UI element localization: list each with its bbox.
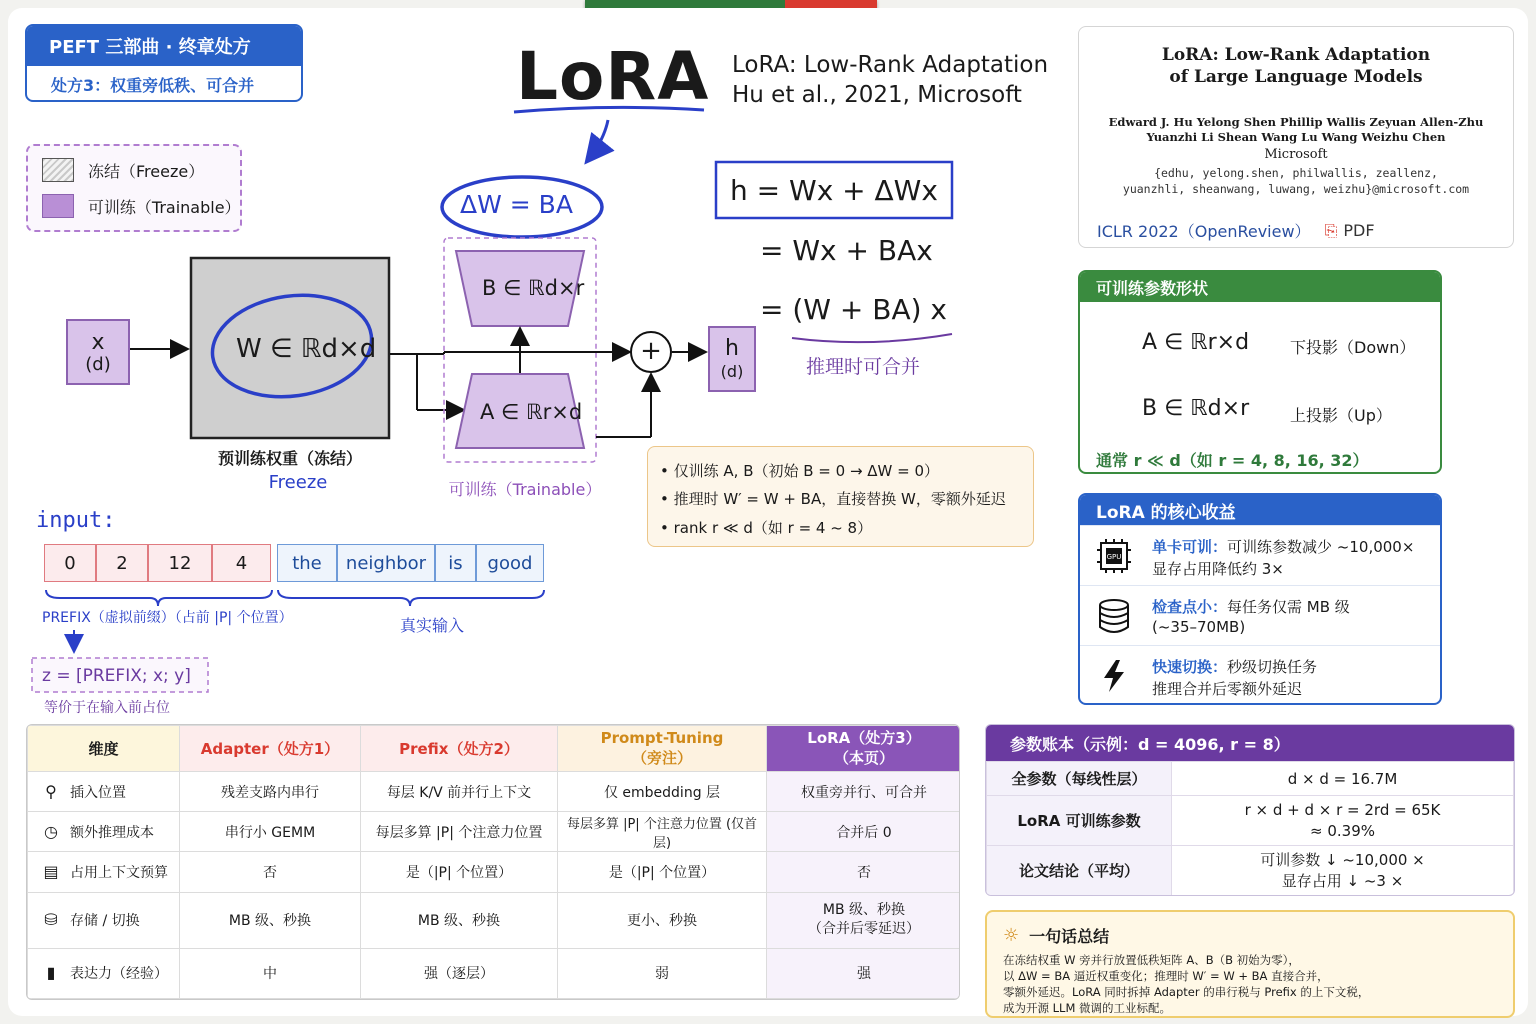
table-cell: 合并后 0 [767,812,961,852]
shape-a-label: A ∈ ℝr×d [1142,330,1250,355]
table-cell: 强 [767,948,961,998]
table-cell: MB 级、秒换 [361,892,558,948]
input-token: is [435,544,476,582]
paper-card[interactable] [1078,26,1514,248]
table-cell: 是（|P| 个位置） [361,852,558,892]
table-row [28,892,961,948]
equation-2: = Wx + BAx [760,234,933,267]
paper-title-line1: LoRA: Low-Rank Adaptation [1161,45,1431,65]
budget-key: LoRA 可训练参数 [987,796,1172,846]
row-expressiveness: ▮ 表达力（经验） [28,948,180,998]
table-row [987,762,1514,796]
summary-title: ☼ 一句话总结 [1003,925,1110,946]
prefix-token: 0 [44,544,96,582]
summary-line: 成为开源 LLM 微调的工业标配。 [1003,1001,1172,1015]
a-label: A ∈ ℝr×d [480,400,583,424]
benefits-panel [1078,493,1442,705]
merge-underline [792,334,952,342]
trainable-caption: 可训练（Trainable） [448,480,602,499]
database-icon: ⛁ [44,910,58,930]
table-row [987,796,1514,846]
benefit-line: 可训练参数减少 ~10,000× [1227,538,1415,556]
pdf-link[interactable] [1325,221,1375,241]
table-cell: 仅 embedding 层 [558,772,767,812]
real-input-caption: 真实输入 [400,616,465,635]
merge-note: 推理时可合并 [806,356,921,378]
summary-line: 以 ΔW = BA 逼近权重变化；推理时 W′ = W + BA 直接合并， [1003,969,1329,983]
paper-org: Microsoft [1264,147,1328,162]
w-label: W ∈ ℝd×d [236,334,377,364]
equation-3: = (W + BA) x [760,293,947,326]
header-lora: LoRA（处方3） （本页） [767,726,961,772]
input-token: neighbor [337,544,435,582]
table-cell: 更小、秒换 [558,892,767,948]
real-input-brace [278,590,544,606]
benefit-item [1080,645,1440,705]
w-caption: 预训练权重（冻结） [217,449,362,468]
venue-link[interactable]: ICLR 2022（OpenReview） [1097,222,1311,241]
shape-b-label: B ∈ ℝd×r [1142,396,1250,421]
h-dim: (d) [720,362,744,381]
x-dim: (d) [85,354,111,375]
benefit-item [1080,585,1440,645]
budget-value: d × d = 16.7M [1172,762,1514,796]
prefix-token: 12 [148,544,212,582]
benefit-line: 推理合并后零额外延迟 [1152,680,1303,698]
table-cell: 每层 K/V 前并行上下文 [361,772,558,812]
pdf-icon: ⎘ [1324,220,1338,240]
paper-authors-short: Hu et al., 2021, Microsoft [732,82,1022,108]
prefix-brace [46,590,272,606]
table-cell: 权重旁并行、可合并 [767,772,961,812]
row-insert-position: ⚲ 插入位置 [28,772,180,812]
paper-venue [1097,219,1375,242]
h-label: h [725,336,739,361]
benefit-line: 每任务仅需 MB 级 [1227,598,1350,616]
plus-label: + [640,336,662,366]
input-label: input: [36,508,116,533]
legend-freeze-label: 冻结（Freeze） [88,161,205,181]
header-adapter: Adapter（处方1） [180,726,361,772]
note-3: • rank r ≪ d（如 r = 4 ~ 8） [660,519,873,537]
benefit-line: (~35–70MB) [1152,618,1246,636]
budget-value: 可训参数 ↓ ~10,000 × 显存占用 ↓ ~3 × [1172,846,1514,896]
note-1: • 仅训练 A, B（初始 B = 0 → ΔW = 0） [660,462,940,480]
z-formula: z = [PREFIX; x; y] [42,666,191,686]
input-token: good [476,544,544,582]
lightning-icon [1096,658,1132,694]
header-prompt-tuning: Prompt-Tuning （旁注） [558,726,767,772]
row-inference-cost: ◷ 额外推理成本 [28,812,180,852]
bar-chart-icon: ▮ [46,963,56,983]
budget-value: r × d + d × r = 2rd = 65K ≈ 0.39% [1172,796,1514,846]
notes-box [647,446,1034,547]
note-2: • 推理时 W′ = W + BA，直接替换 W，零额外延迟 [660,490,1006,508]
benefit-item [1080,525,1440,585]
table-cell: 每层多算 |P| 个注意力位置 [361,812,558,852]
param-budget-panel [985,724,1515,896]
benefit-line: 显存占用降低约 3× [1152,560,1284,578]
benefit-line: 秒级切换任务 [1227,658,1318,676]
table-row [987,846,1514,896]
table-cell: 串行小 GEMM [180,812,361,852]
comparison-table [26,724,960,1000]
table-cell: 强（逐层） [361,948,558,998]
shapes-note: 通常 r ≪ d（如 r = 4, 8, 16, 32） [1096,451,1369,470]
z-caption: 等价于在输入前占位 [44,700,170,716]
paper-authors-line1: Edward J. Hu Yelong Shen Phillip Wallis Zeyuan Allen-Zhu [1108,115,1484,129]
title-underline [514,107,704,112]
benefit-head: 单卡可训： [1152,538,1228,556]
budget-title: 参数账本（示例：d = 4096, r = 8） [986,725,1514,761]
pdf-label: PDF [1343,221,1375,240]
budget-key: 论文结论（平均） [987,846,1172,896]
benefit-head: 检查点小： [1152,598,1228,616]
title-arrow [588,120,608,160]
series-title: PEFT 三部曲 · 终章处方 [27,26,301,66]
shape-a-desc: 下投影（Down） [1290,338,1416,357]
input-token: the [277,544,337,582]
summary-line: 零额外延迟。LoRA 同时拆掉 Adapter 的串行税与 Prefix 的上下文税， [1003,985,1370,999]
table-cell: 否 [180,852,361,892]
table-cell: 中 [180,948,361,998]
equation-1: h = Wx + ΔWx [730,174,938,207]
benefit-head: 快速切换： [1152,658,1228,676]
paper-email-line2: yuanzhli, sheanwang, luwang, weizhu}@microsoft.com [1122,182,1470,196]
table-row [28,772,961,812]
shapes-title: 可训练参数形状 [1080,272,1440,302]
benefits-title: LoRA 的核心收益 [1080,495,1440,525]
legend-trainable-label: 可训练（Trainable） [87,197,241,217]
table-row [28,812,961,852]
paper-authors-line2: Yuanzhi Li Shean Wang Lu Wang Weizhu Chen [1146,130,1446,144]
table-row [28,852,961,892]
table-row [28,948,961,998]
prefix-token: 4 [212,544,271,582]
table-cell: 否 [767,852,961,892]
table-cell: MB 级、秒换 （合并后零延迟） [767,892,961,948]
lightbulb-icon: ☼ [1003,925,1020,946]
table-cell: 弱 [558,948,767,998]
header-dimension: 维度 [28,726,180,772]
table-cell: 残差支路内串行 [180,772,361,812]
table-cell: 是（|P| 个位置） [558,852,767,892]
w-freeze-caption: Freeze [268,472,328,493]
x-label: x [91,330,105,355]
svg-text:GPU: GPU [1106,553,1122,561]
row-storage-switch: ⛁ 存储 / 切换 [28,892,180,948]
shape-b-desc: 上投影（Up） [1290,406,1392,425]
gpu-icon [1096,538,1132,574]
b-label: B ∈ ℝd×r [482,276,585,300]
table-cell: MB 级、秒换 [180,892,361,948]
trainable-shapes-panel [1078,270,1442,474]
row-context-budget: ▤ 占用上下文预算 [28,852,180,892]
pin-icon: ⚲ [45,781,57,801]
page-title: LoRA [516,38,710,115]
paper-subtitle: LoRA: Low-Rank Adaptation [732,52,1049,78]
delta-w-label: ΔW = BA [460,190,573,219]
paper-email-line1: {edhu, yelong.shen, philwallis, zeallenz, [1154,166,1438,180]
table-cell: 每层多算 |P| 个注意力位置 (仅首层) [558,812,767,852]
series-subtitle: 处方3：权重旁低秩、可合并 [51,75,255,95]
document-icon: ▤ [43,862,59,881]
header-prefix: Prefix（处方2） [361,726,558,772]
prefix-caption: PREFIX（虚拟前缀）（占前 |P| 个位置） [42,610,293,626]
summary-line: 在冻结权重 W 旁并行放置低秩矩阵 A、B（B 初始为零）， [1003,953,1300,967]
budget-key: 全参数（每线性层） [987,762,1172,796]
paper-title-line2: of Large Language Models [1169,67,1423,87]
database-icon [1096,598,1132,634]
prefix-token: 2 [96,544,148,582]
clock-icon: ◷ [44,821,58,841]
summary-box [985,910,1515,1018]
